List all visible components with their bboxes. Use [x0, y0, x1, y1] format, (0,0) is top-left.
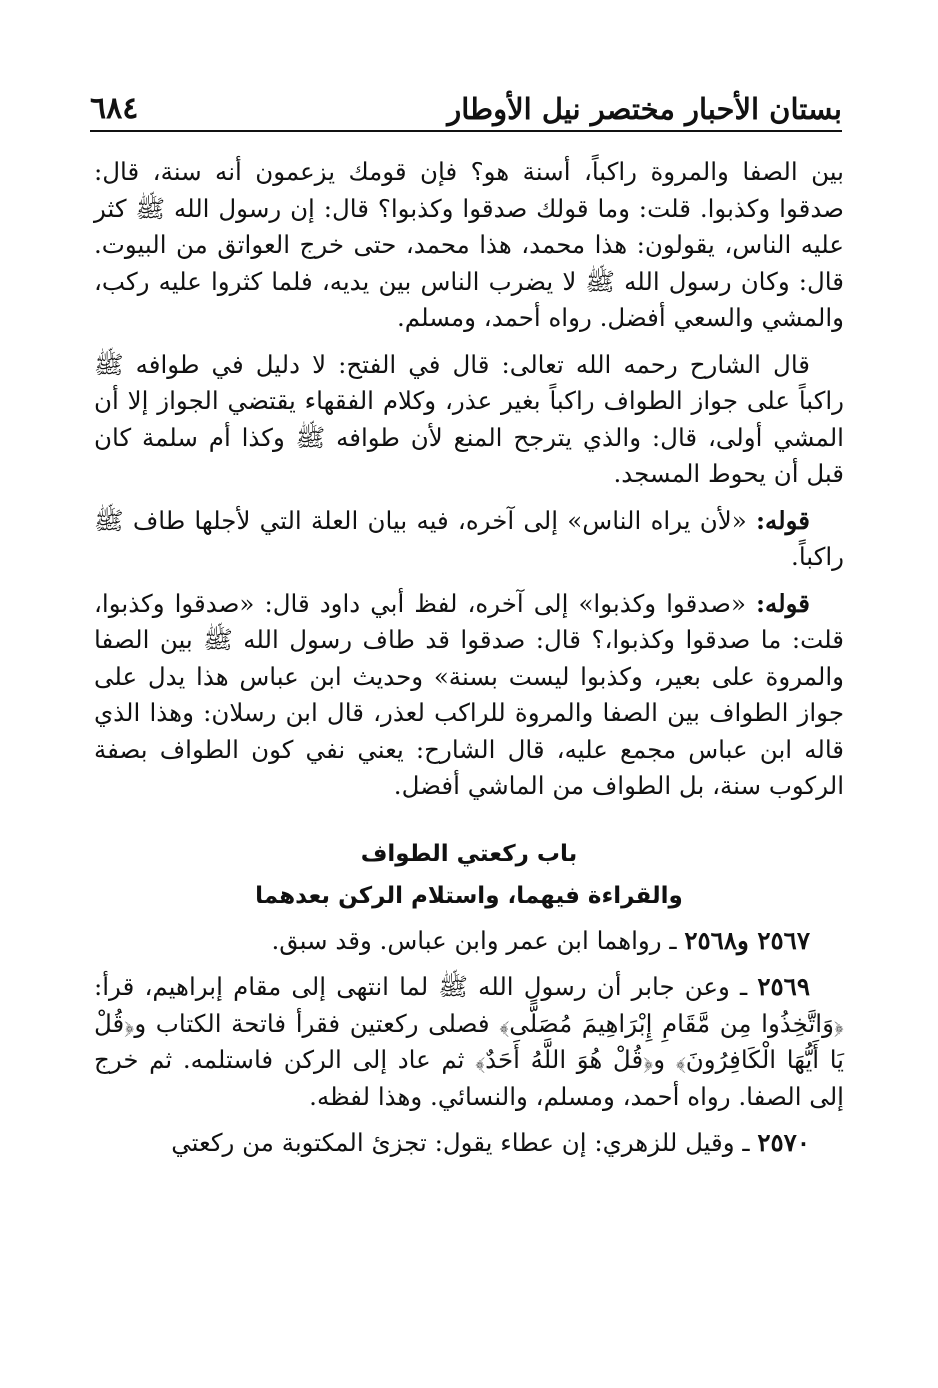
qawluh-text: «صدقوا وكذبوا» إلى آخره، لفظ أبي داود قال: «صدقوا وكذبوا، قلت: ما صدقوا وكذبوا،؟ قال: صدقوا قد طاف رسول الله ﷺ بين الصفا والمروة على بعير، وكذبوا ليست بسنة» وحديث ابن عباس هذا يدل على جواز الطواف بين الصفا والمروة للراكب لعذر، قال ابن رسلان: وهذا الذي قاله ابن عباس مجمع عليه، قال الشارح: يعني نفي كون الطواف بصفة الركوب سنة، بل الطواف من الماشي أفضل. [94, 588, 844, 800]
paragraph-hadith-continuation: بين الصفا والمروة راكباً، أسنة هو؟ فإن قومك يزعمون أنه سنة، قال: صدقوا وكذبوا. قلت: وما قولك صدقوا وكذبوا؟ قال: إن رسول الله ﷺ كثر عليه الناس، يقولون: هذا محمد، هذا محمد، حتى خرج العواتق من البيوت. قال: وكان رسول الله ﷺ لا يضرب الناس بين يديه، فلما كثروا عليه ركب، والمشي والسعي أفضل. رواه أحمد، ومسلم. [94, 157, 844, 332]
paragraph-qawluh-1 [94, 503, 844, 576]
hadith-text: ـ رواهما ابن عمر وابن عباس. وقد سبق. [271, 925, 685, 955]
hadith-number: ٢٥٧٠ [757, 1128, 810, 1157]
running-title: بستان الأحبار مختصر نيل الأوطار [447, 92, 842, 126]
hadith-2570 [94, 1125, 844, 1162]
hadith-text: ـ وقيل للزهري: إن عطاء يقول: تجزئ المكتوبة من ركعتي [171, 1128, 758, 1157]
hadith-number: ٢٥٦٩ [757, 972, 810, 1001]
paragraph-qawluh-2 [94, 586, 844, 805]
hadith-2567 [94, 923, 844, 960]
hadith-text: ـ وعن جابر أن رسول الله ﷺ لما انتهى إلى مقام إبراهيم، قرأ: ﴿وَاتَّخِذُوا مِن مَّقَامِ إِبْرَاهِيمَ مُصَلًّى﴾ فصلى ركعتين فقرأ فاتحة الكتاب و﴿قُلْ يَا أَيُّهَا الْكَافِرُونَ﴾ و﴿قُلْ هُوَ اللَّهُ أَحَدٌ﴾ ثم عاد إلى الركن فاستلمه. ثم خرج إلى الصفا. رواه أحمد، ومسلم، والنسائي. وهذا لفظه. [94, 972, 844, 1111]
hadith-2569 [94, 969, 844, 1115]
chapter-title: باب ركعتي الطواف [360, 840, 578, 867]
qawluh-label: قوله: [755, 505, 810, 535]
page-body [94, 154, 844, 1162]
qawluh-label: قوله: [755, 588, 810, 618]
page-number: ٦٨٤ [90, 91, 139, 126]
hadith-number: ٢٥٦٧ و٢٥٦٨ [684, 925, 810, 955]
qawluh-text: «لأن يراه الناس» إلى آخره، فيه بيان العلة التي لأجلها طاف ﷺ راكباً. [94, 505, 844, 571]
page-header [90, 82, 842, 132]
paragraph-commentary: قال الشارح رحمه الله تعالى: قال في الفتح: لا دليل في طوافه ﷺ راكباً على جواز الطواف راكباً بغير عذر، وكلام الفقهاء يقتضي الجواز إلا أن المشي أولى، قال: والذي يترجح المنع لأن طوافه ﷺ وكذا أم سلمة كان قبل أن يحوط المسجد. [94, 349, 844, 488]
chapter-subtitle: والقراءة فيهما، واستلام الركن بعدهما [255, 882, 683, 909]
